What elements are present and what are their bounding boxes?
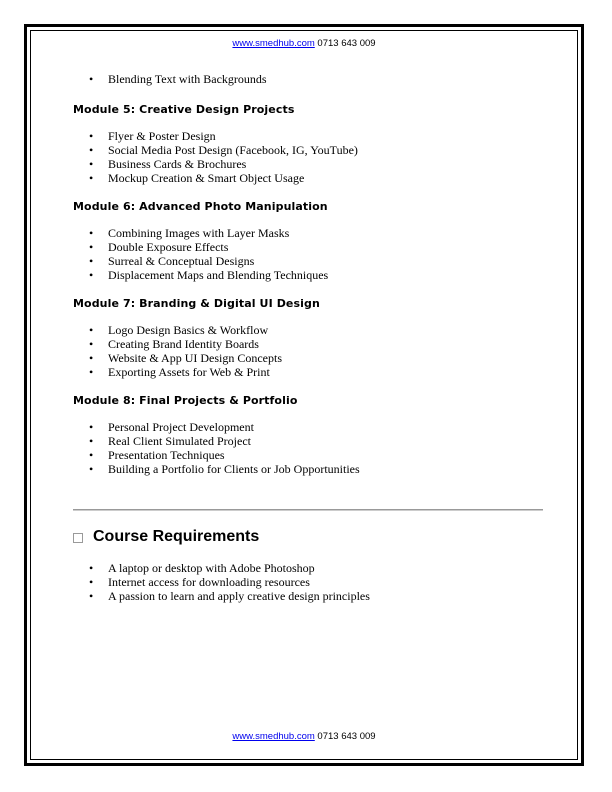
requirements-list bbox=[73, 561, 543, 603]
list-item: • Displacement Maps and Blending Techniques bbox=[73, 268, 543, 282]
horizontal-rule bbox=[73, 509, 543, 511]
footer-website-link[interactable]: www.smedhub.com bbox=[232, 731, 315, 742]
list-item: • Building a Portfolio for Clients or Job Opportunities bbox=[73, 462, 543, 476]
footer-phone: 0713 643 009 bbox=[314, 731, 376, 742]
list-item: • Business Cards & Brochures bbox=[73, 157, 543, 171]
list-item: • Personal Project Development bbox=[73, 420, 543, 434]
list-item: • Internet access for downloading resources bbox=[73, 575, 543, 589]
requirements-heading: Course Requirements bbox=[93, 528, 260, 545]
list-item: • Presentation Techniques bbox=[73, 448, 543, 462]
header-phone: 0713 643 009 bbox=[314, 38, 376, 49]
list-item: • A laptop or desktop with Adobe Photoshop bbox=[73, 561, 543, 575]
module-7-list bbox=[73, 323, 543, 379]
module-8-list bbox=[73, 420, 543, 476]
top-bullet-list bbox=[73, 72, 543, 86]
list-item: • Surreal & Conceptual Designs bbox=[73, 254, 543, 268]
list-item: • Exporting Assets for Web & Print bbox=[73, 365, 543, 379]
list-item: • Mockup Creation & Smart Object Usage bbox=[73, 171, 543, 185]
list-item: • Logo Design Basics & Workflow bbox=[73, 323, 543, 337]
list-item: • Creating Brand Identity Boards bbox=[73, 337, 543, 351]
module-5-list bbox=[73, 129, 543, 185]
list-item: • Combining Images with Layer Masks bbox=[73, 226, 543, 240]
list-item: • Website & App UI Design Concepts bbox=[73, 351, 543, 365]
module-content bbox=[73, 72, 543, 476]
module-7-heading: Module 7: Branding & Digital UI Design bbox=[73, 297, 320, 310]
list-item: • Real Client Simulated Project bbox=[73, 434, 543, 448]
requirements-heading-row bbox=[73, 528, 259, 546]
module-6-list bbox=[73, 226, 543, 282]
checkbox-icon bbox=[73, 533, 83, 543]
page-footer bbox=[30, 731, 578, 742]
module-8-heading: Module 8: Final Projects & Portfolio bbox=[73, 394, 298, 407]
list-item: • Double Exposure Effects bbox=[73, 240, 543, 254]
list-item: • A passion to learn and apply creative design principles bbox=[73, 589, 543, 603]
list-item: • Social Media Post Design (Facebook, IG, YouTube) bbox=[73, 143, 543, 157]
list-item: • Flyer & Poster Design bbox=[73, 129, 543, 143]
module-5-heading: Module 5: Creative Design Projects bbox=[73, 103, 295, 116]
header-website-link[interactable]: www.smedhub.com bbox=[232, 38, 315, 49]
list-item: • Blending Text with Backgrounds bbox=[73, 72, 543, 86]
module-6-heading: Module 6: Advanced Photo Manipulation bbox=[73, 200, 328, 213]
page-header bbox=[30, 38, 578, 49]
